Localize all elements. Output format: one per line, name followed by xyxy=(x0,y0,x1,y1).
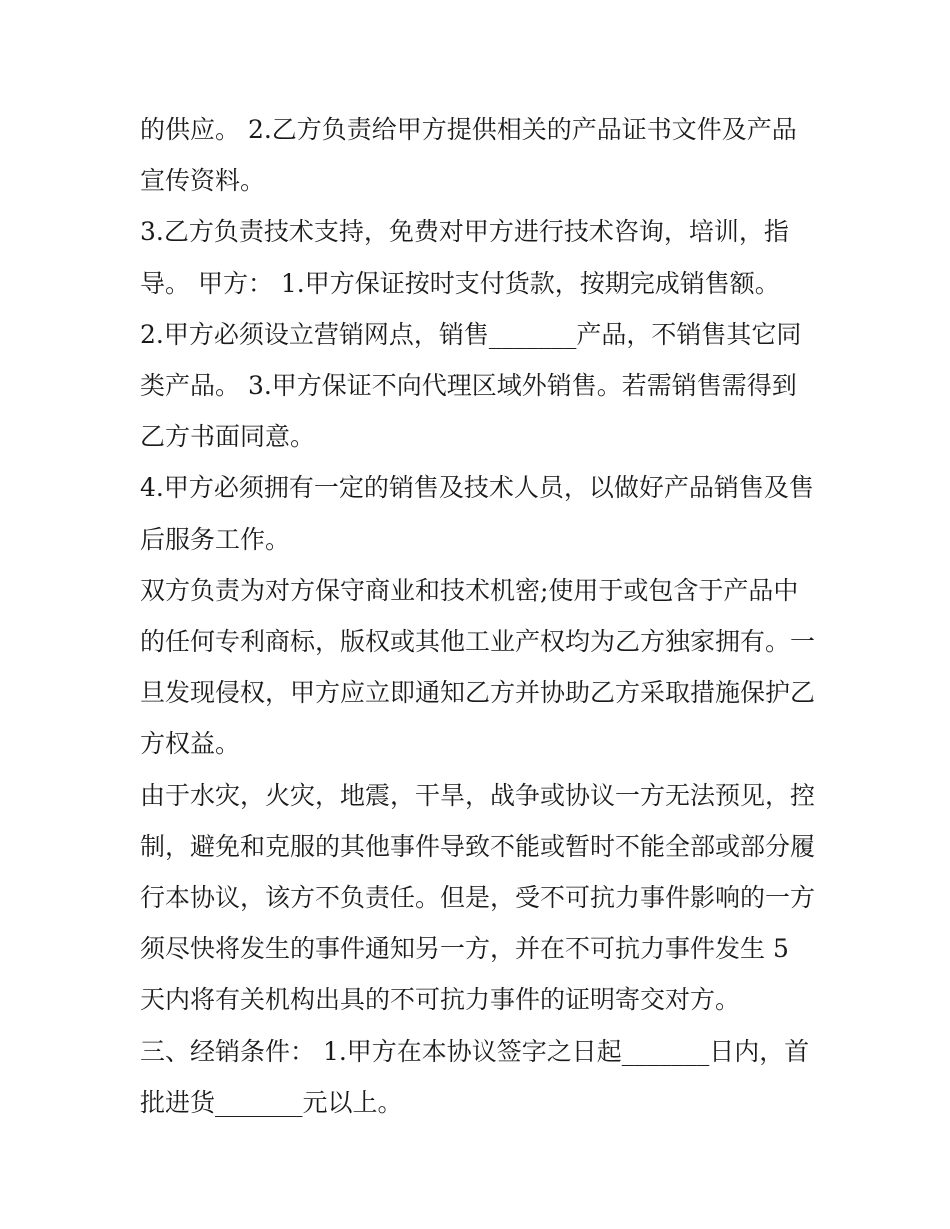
paragraph-technical-support: 3.乙方负责技术支持，免费对甲方进行技术咨询，培训，指导。 甲方： 1.甲方保证按时支付货款，按期完成销售额。 xyxy=(140,217,789,298)
paragraph-confidentiality: 双方负责为对方保守商业和技术机密;使用于或包含于产品中的任何专利商标，版权或其他工业产权均为乙方独家拥有。一旦发现侵权，甲方应立即通知乙方并协助乙方采取措施保护乙方权益。 xyxy=(140,575,816,759)
paragraph-force-majeure: 由于水灾，火灾，地震，干旱，战争或协议一方无法预见，控制，避免和克服的其他事件导致不能或暂时不能全部或部分履行本协议，该方不负责任。但是，受不可抗力事件影响的一方须尽快将发生的事件通知另一方，并在不可抗力事件发生 5 天内将有关机构出具的不可抗力事件的证明寄交对方。 xyxy=(140,780,816,1015)
paragraph-sales-network: 2.甲方必须设立营销网点，销售_______产品，不销售其它同类产品。 3.甲方保证不向代理区域外销售。若需销售需得到乙方书面同意。 xyxy=(140,319,802,452)
paragraph-supply-obligations: 的供应。 2.乙方负责给甲方提供相关的产品证书文件及产品宣传资料。 xyxy=(140,115,797,196)
paragraph-distribution-terms: 三、经销条件： 1.甲方在本协议签字之日起_______日内，首批进货_______元以上。 xyxy=(140,1036,810,1117)
paragraph-sales-staff: 4.甲方必须拥有一定的销售及技术人员，以做好产品销售及售后服务工作。 xyxy=(140,473,814,554)
document-body xyxy=(140,104,820,1128)
